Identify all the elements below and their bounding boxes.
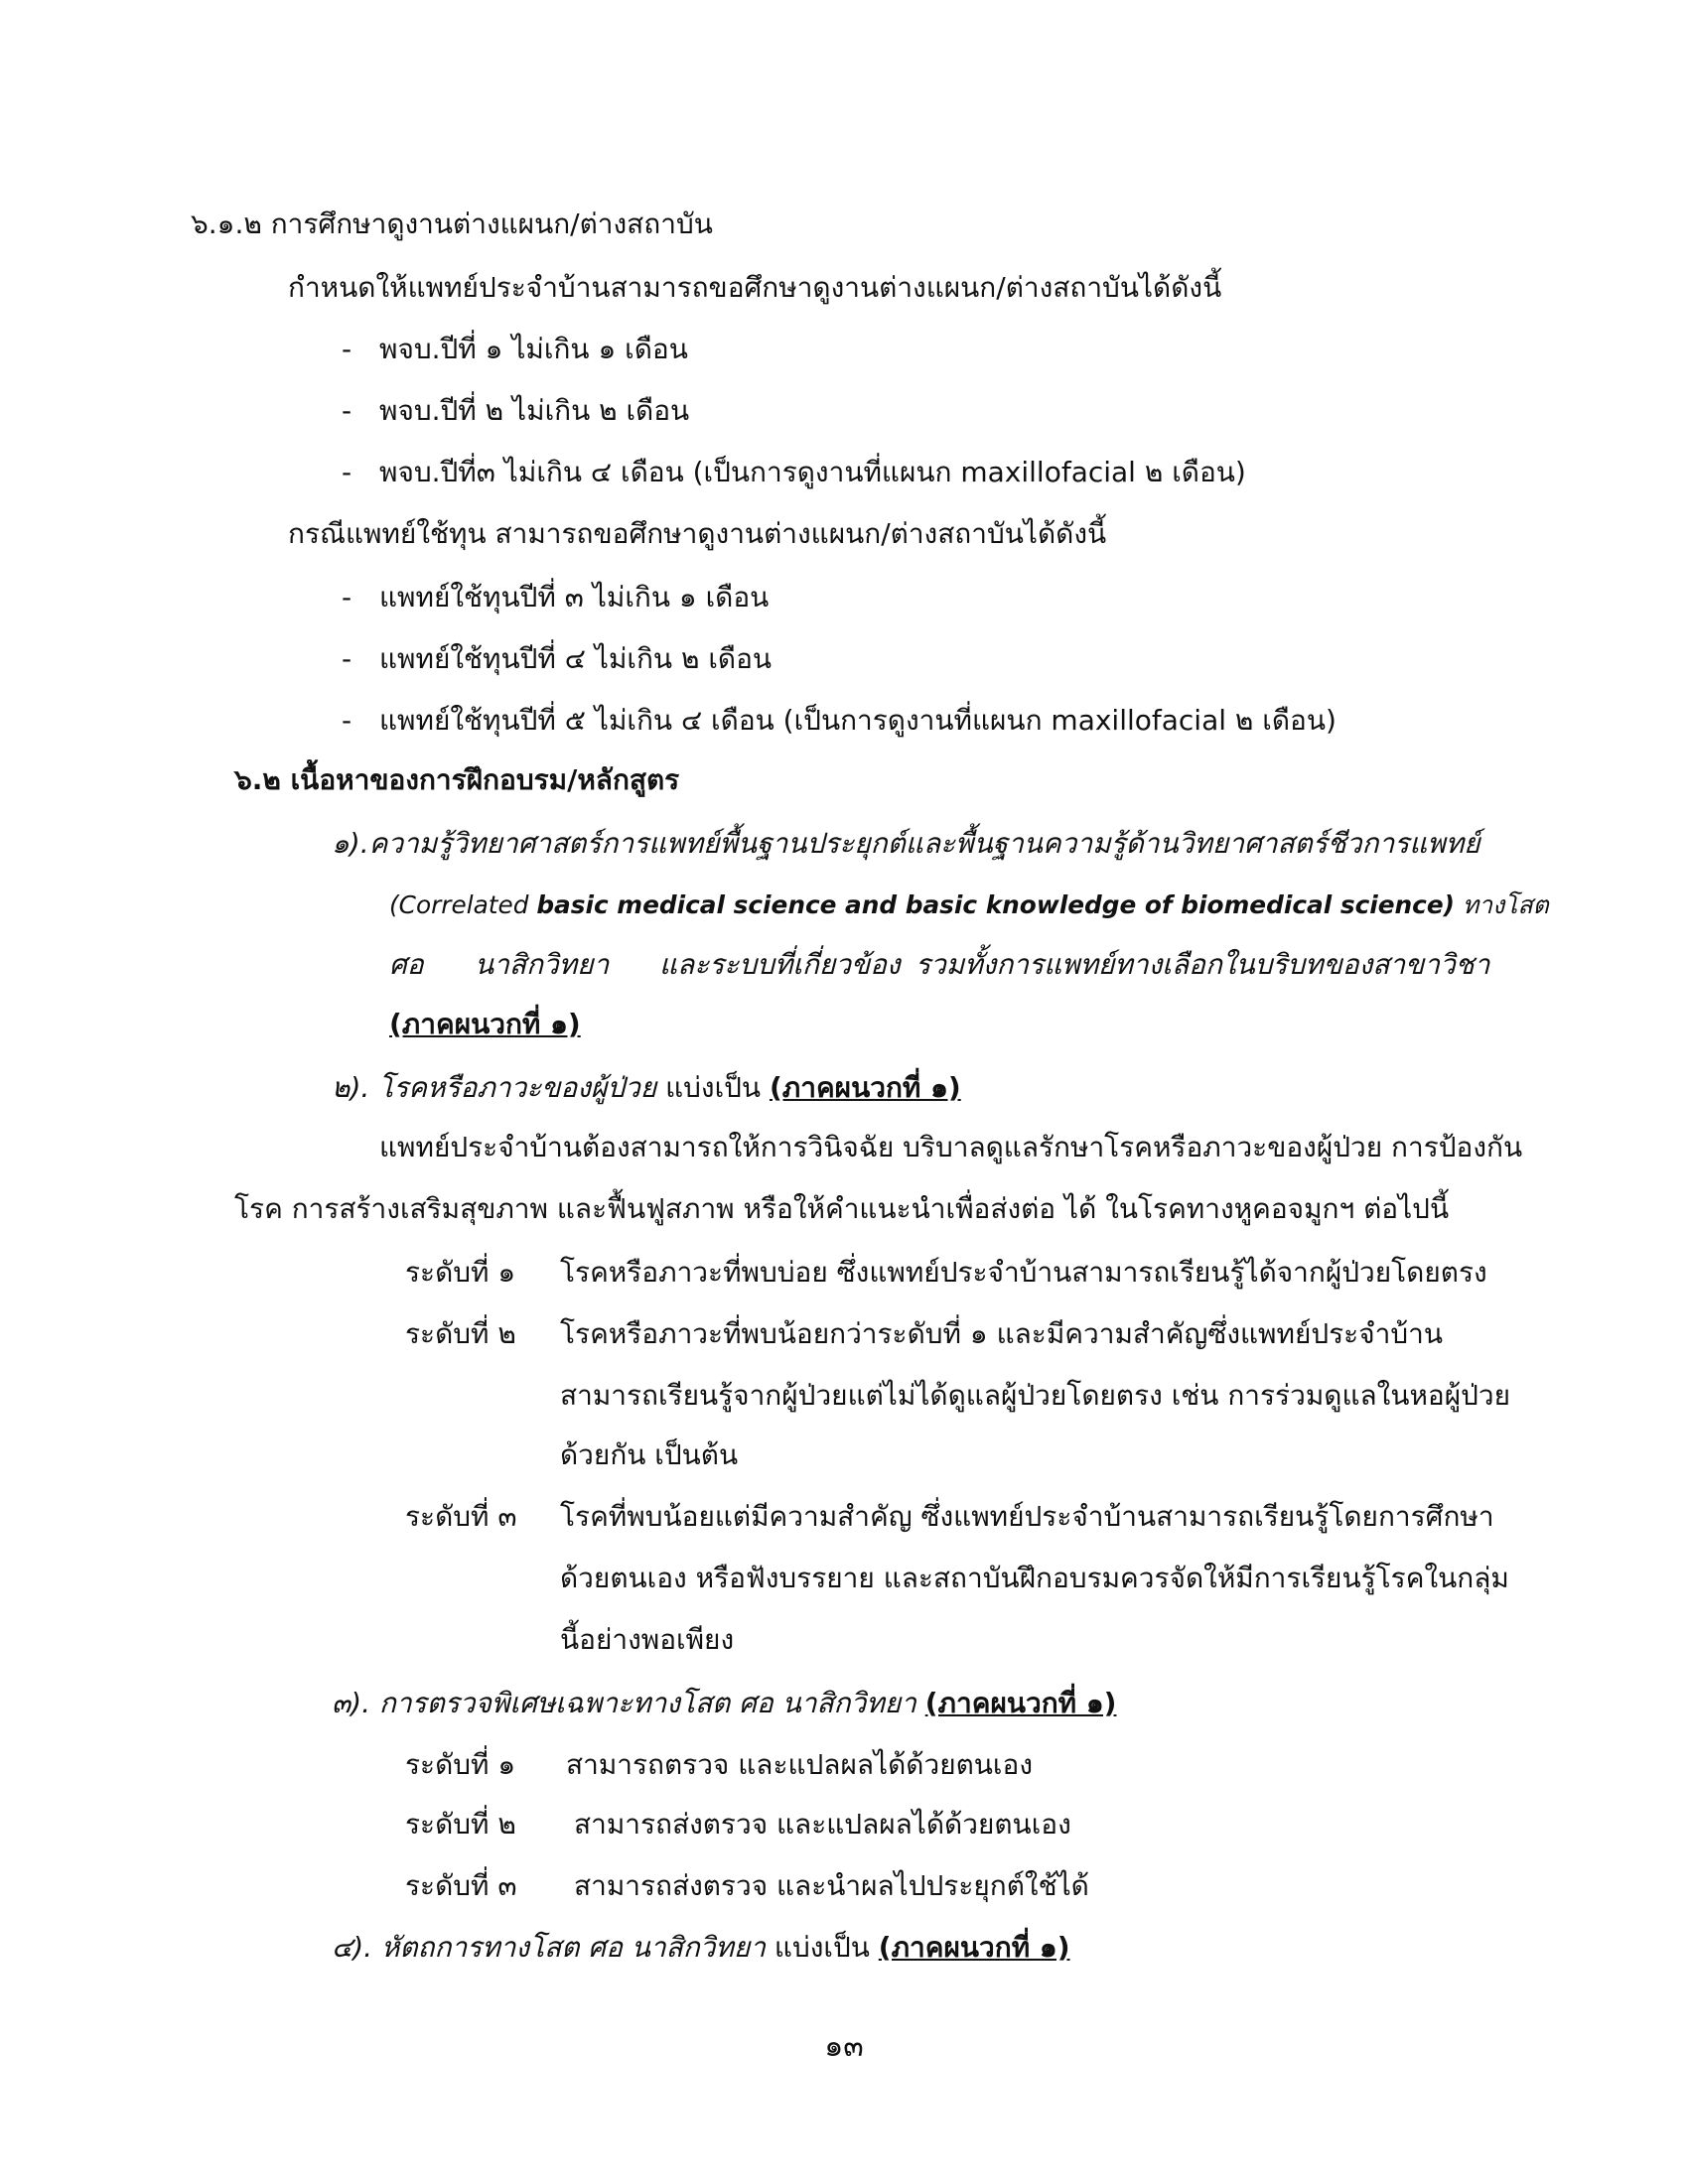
item1-line3 xyxy=(389,945,1515,985)
bullet: - xyxy=(342,642,352,675)
item2-para-line2: โรค การสร้างเสริมสุขภาพ และฟื้นฟูสภาพ หรือให้คำแนะนำเพื่อส่งต่อ ได้ ในโรคทางหูคอจมูกฯ ต่อไปนี้ xyxy=(234,1192,1450,1225)
level-label: ระดับที่ ๒ xyxy=(405,1317,516,1350)
item2-appendix: (ภาคผนวกที่ ๑) xyxy=(769,1071,961,1104)
item4-title xyxy=(332,1928,1070,1968)
level-text: ด้วยตนเอง หรือฟังบรรยาย และสถาบันฝึกอบรมควรจัดให้มีการเรียนรู้โรคในกลุ่ม xyxy=(560,1562,1509,1594)
item1-appendix: (ภาคผนวกที่ ๑) xyxy=(389,1008,581,1040)
item1-word: และระบบที่เกี่ยวข้อง xyxy=(659,948,901,981)
bullet: - xyxy=(342,333,352,365)
item4-appendix: (ภาคผนวกที่ ๑) xyxy=(878,1931,1070,1964)
level-text: สามารถเรียนรู้จากผู้ป่วยแต่ไม่ได้ดูแลผู้ป่วยโดยตรง เช่น การร่วมดูแลในหอผู้ป่วย xyxy=(560,1379,1511,1412)
item3-title-tail xyxy=(916,1687,925,1719)
level-text: สามารถส่งตรวจ และแปลผลได้ด้วยตนเอง xyxy=(574,1808,1071,1841)
list-item: พจบ.ปีที่๓ ไม่เกิน ๔ เดือน (เป็นการดูงานที่แผนก maxillofacial ๒ เดือน) xyxy=(379,456,1246,488)
intern-intro: กรณีแพทย์ใช้ทุน สามารถขอศึกษาดูงานต่างแผนก/ต่างสถาบันได้ดังนี้ xyxy=(288,517,1107,550)
item3-appendix: (ภาคผนวกที่ ๑) xyxy=(924,1687,1117,1719)
item1-line2-open: (Correlated xyxy=(389,890,537,919)
list-item: แพทย์ใช้ทุนปีที่ ๔ ไม่เกิน ๒ เดือน xyxy=(379,642,773,675)
bullet: - xyxy=(342,704,352,737)
level-label: ระดับที่ ๒ xyxy=(405,1808,516,1841)
level-label: ระดับที่ ๑ xyxy=(405,1256,516,1289)
item2-title xyxy=(332,1068,961,1108)
level-label: ระดับที่ ๓ xyxy=(405,1869,517,1902)
level-text: นี้อย่างพอเพียง xyxy=(560,1623,735,1656)
item1-line2 xyxy=(389,886,1549,925)
list-item: แพทย์ใช้ทุนปีที่ ๓ ไม่เกิน ๑ เดือน xyxy=(379,581,770,614)
item3-title xyxy=(332,1684,1116,1723)
list-item: แพทย์ใช้ทุนปีที่ ๕ ไม่เกิน ๔ เดือน (เป็นการดูงานที่แผนก maxillofacial ๒ เดือน) xyxy=(379,704,1336,737)
level-text: โรคหรือภาวะที่พบบ่อย ซึ่งแพทย์ประจำบ้านสามารถเรียนรู้ได้จากผู้ป่วยโดยตรง xyxy=(560,1256,1487,1289)
item1-word: ศอ xyxy=(389,948,424,981)
item1-line2-bold: basic medical science and basic knowledge of biomedical science) xyxy=(536,890,1455,919)
level-text: สามารถตรวจ และแปลผลได้ด้วยตนเอง xyxy=(566,1748,1033,1781)
level-text: โรคที่พบน้อยแต่มีความสำคัญ ซึ่งแพทย์ประจำบ้านสามารถเรียนรู้โดยการศึกษา xyxy=(560,1500,1494,1533)
item2-title-text: ๒). โรคหรือภาวะของผู้ป่วย xyxy=(332,1071,657,1104)
item2-para-line1: แพทย์ประจำบ้านต้องสามารถให้การวินิจฉัย บริบาลดูแลรักษาโรคหรือภาวะของผู้ป่วย การป้องกัน xyxy=(379,1131,1523,1163)
bullet: - xyxy=(342,394,352,427)
resident-intro: กำหนดให้แพทย์ประจำบ้านสามารถขอศึกษาดูงานต่างแผนก/ต่างสถาบันได้ดังนี้ xyxy=(288,271,1222,304)
item4-title-tail: แบ่งเป็น xyxy=(766,1931,879,1964)
item1-line1: ๑).ความรู้วิทยาศาสตร์การแพทย์พื้นฐานประยุกต์และพื้นฐานความรู้ด้านวิทยาศาสตร์ชีวการแพทย์ xyxy=(332,827,1480,860)
level-label: ระดับที่ ๑ xyxy=(405,1748,516,1781)
bullet: - xyxy=(342,456,352,488)
item1-line2-tail: ทางโสต xyxy=(1454,890,1549,919)
item2-title-tail: แบ่งเป็น xyxy=(656,1071,770,1104)
level-text: สามารถส่งตรวจ และนำผลไปประยุกต์ใช้ได้ xyxy=(574,1869,1089,1902)
level-text: ด้วยกัน เป็นต้น xyxy=(560,1438,739,1471)
item1-word: รวมทั้งการแพทย์ทางเลือกในบริบทของสาขาวิชา xyxy=(915,948,1490,981)
bullet: - xyxy=(342,581,352,614)
list-item: พจบ.ปีที่ ๑ ไม่เกิน ๑ เดือน xyxy=(379,333,688,365)
item4-title-text: ๔). หัตถการทางโสต ศอ นาสิกวิทยา xyxy=(332,1931,766,1964)
item3-title-text: ๓). การตรวจพิเศษเฉพาะทางโสต ศอ นาสิกวิทยา xyxy=(332,1687,916,1719)
section-62-heading: ๖.๒ เนื้อหาของการฝึกอบรม/หลักสูตร xyxy=(234,763,680,796)
item1-word: นาสิกวิทยา xyxy=(475,948,610,981)
level-label: ระดับที่ ๓ xyxy=(405,1500,517,1533)
section-612-heading: ๖.๑.๒ การศึกษาดูงานต่างแผนก/ต่างสถาบัน xyxy=(191,207,713,240)
level-text: โรคหรือภาวะที่พบน้อยกว่าระดับที่ ๑ และมีความสำคัญซึ่งแพทย์ประจำบ้าน xyxy=(560,1317,1443,1350)
list-item: พจบ.ปีที่ ๒ ไม่เกิน ๒ เดือน xyxy=(379,394,690,427)
page-number: ๑๓ xyxy=(824,2029,864,2064)
